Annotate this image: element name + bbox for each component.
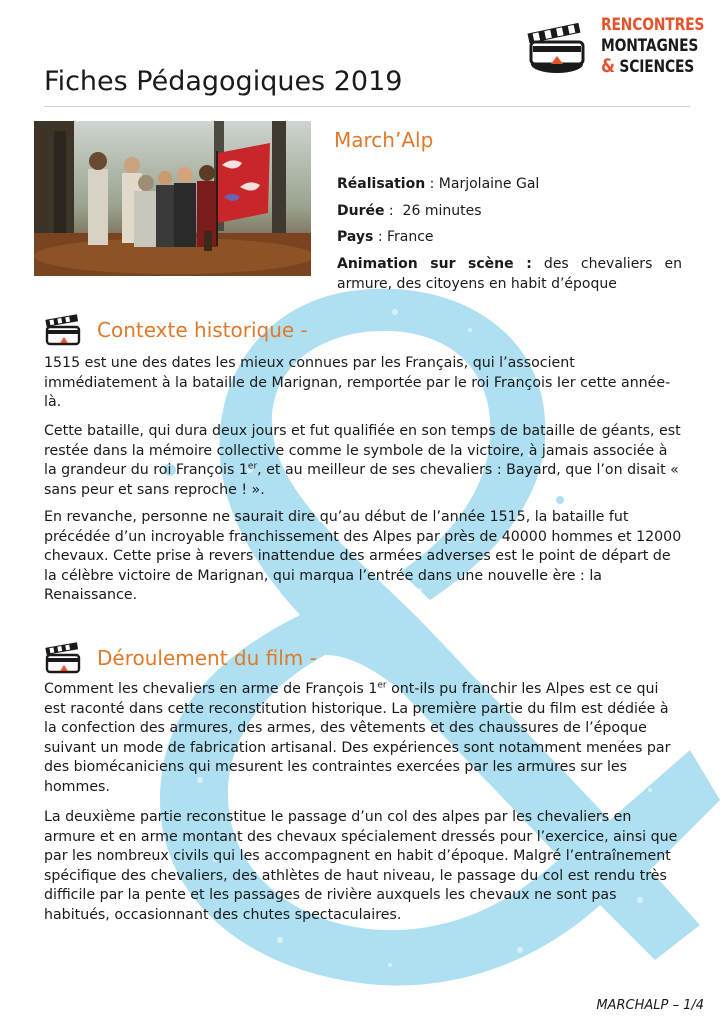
info-realisation-label: Réalisation — [337, 176, 426, 192]
info-animation-label: Animation sur scène : — [337, 256, 532, 272]
clapperboard-icon — [44, 314, 82, 348]
header-divider — [44, 106, 690, 107]
info-duree-label: Durée — [337, 203, 385, 219]
info-duree — [337, 201, 682, 221]
film-title: March’Alp — [334, 128, 434, 152]
logo-line-sciences: SCIENCES — [619, 57, 695, 76]
contexte-paragraph-3: En revanche, personne ne saurait dire qu’au début de l’année 1515, la bataille fut précédée d’un incroyable franchissement des Alpes par près de 40000 hommes et 12000 chevaux. Cette prise à revers inattendue des armées adverses est le point de départ de la célèbre victoire de Marignan, qui marqua l’entrée dans une nouvelle ère : la Renaissance. — [44, 509, 682, 604]
logo-line-montagnes: MONTAGNES — [601, 36, 699, 55]
section-title-deroulement: Déroulement du film - — [97, 646, 317, 670]
contexte-p2-text-b: , et au meilleur de ses chevaliers : Bayard, que l’on disait « sans peur et sans reproche ! ». — [44, 462, 679, 498]
deroulement-paragraph-2: La deuxième partie reconstitue le passage d’un col des alpes par les chevaliers en armure et en arme montant des chevaux spécialement dressés pour l’exercice, ainsi que par les nombreux civils qui les accompagnent en habit d’époque. Malgré l’entraînement spécifique des chevaliers, des athlètes de haut niveau, le passage du col est rendu très difficile par la pente et les passages de rivière auxquels les chevaux ne sont pas habitués, occasionnant des chutes spectaculaires. — [44, 809, 678, 923]
contexte-paragraph-1: 1515 est une des dates les mieux connues par les Français, qui l’associent immédiatement à la bataille de Marignan, remportée par le roi François Ier cette année-là. — [44, 355, 671, 411]
festival-logo — [525, 14, 715, 86]
info-pays — [337, 227, 682, 247]
info-duree-value: : 26 minutes — [384, 203, 482, 219]
contexte-paragraph-2 — [44, 422, 684, 500]
deroulement-paragraph-1 — [44, 680, 684, 798]
logo-ampersand: & — [601, 55, 615, 77]
info-pays-value: : France — [373, 229, 434, 245]
info-animation — [337, 254, 682, 294]
info-realisation — [337, 174, 682, 194]
info-animation-value: des chevaliers en armure, des citoyens en habit d’époque — [337, 256, 682, 292]
clapperboard-icon — [525, 18, 587, 76]
logo-line-rencontres: RENCONTRES — [601, 15, 705, 34]
contexte-p2-superscript: er — [247, 461, 258, 472]
clapperboard-icon — [44, 642, 82, 676]
page-title: Fiches Pédagogiques 2019 — [44, 66, 403, 97]
deroulement-p1-superscript: er — [377, 680, 387, 691]
info-realisation-value: : Marjolaine Gal — [425, 176, 540, 192]
deroulement-p1-text-a: Comment les chevaliers en arme de François 1 — [44, 681, 378, 697]
info-pays-label: Pays — [337, 229, 374, 245]
film-photo — [34, 121, 311, 276]
page-footer: MARCHALP – 1/4 — [596, 998, 704, 1013]
section-title-contexte: Contexte historique - — [97, 318, 308, 342]
deroulement-p1-text-b: ont-ils pu franchir les Alpes est ce qui est raconté dans cette reconstitution historique. La première partie du film est dédiée à la confection des armures, des armes, des vêtements et des chaussures de l’époque suivant un mode de fabrication artisanal. Des expériences sont notamment menées par des biomécaniciens qui mesurent les contraintes exercées par les armures sur les hommes. — [44, 681, 671, 795]
contexte-p2-text-a: Cette bataille, qui dura deux jours et fut qualifiée en son temps de bataille de géants, est restée dans la mémoire collective comme le symbole de la victoire, à jamais associée à la grandeur du roi François 1 — [44, 423, 681, 479]
